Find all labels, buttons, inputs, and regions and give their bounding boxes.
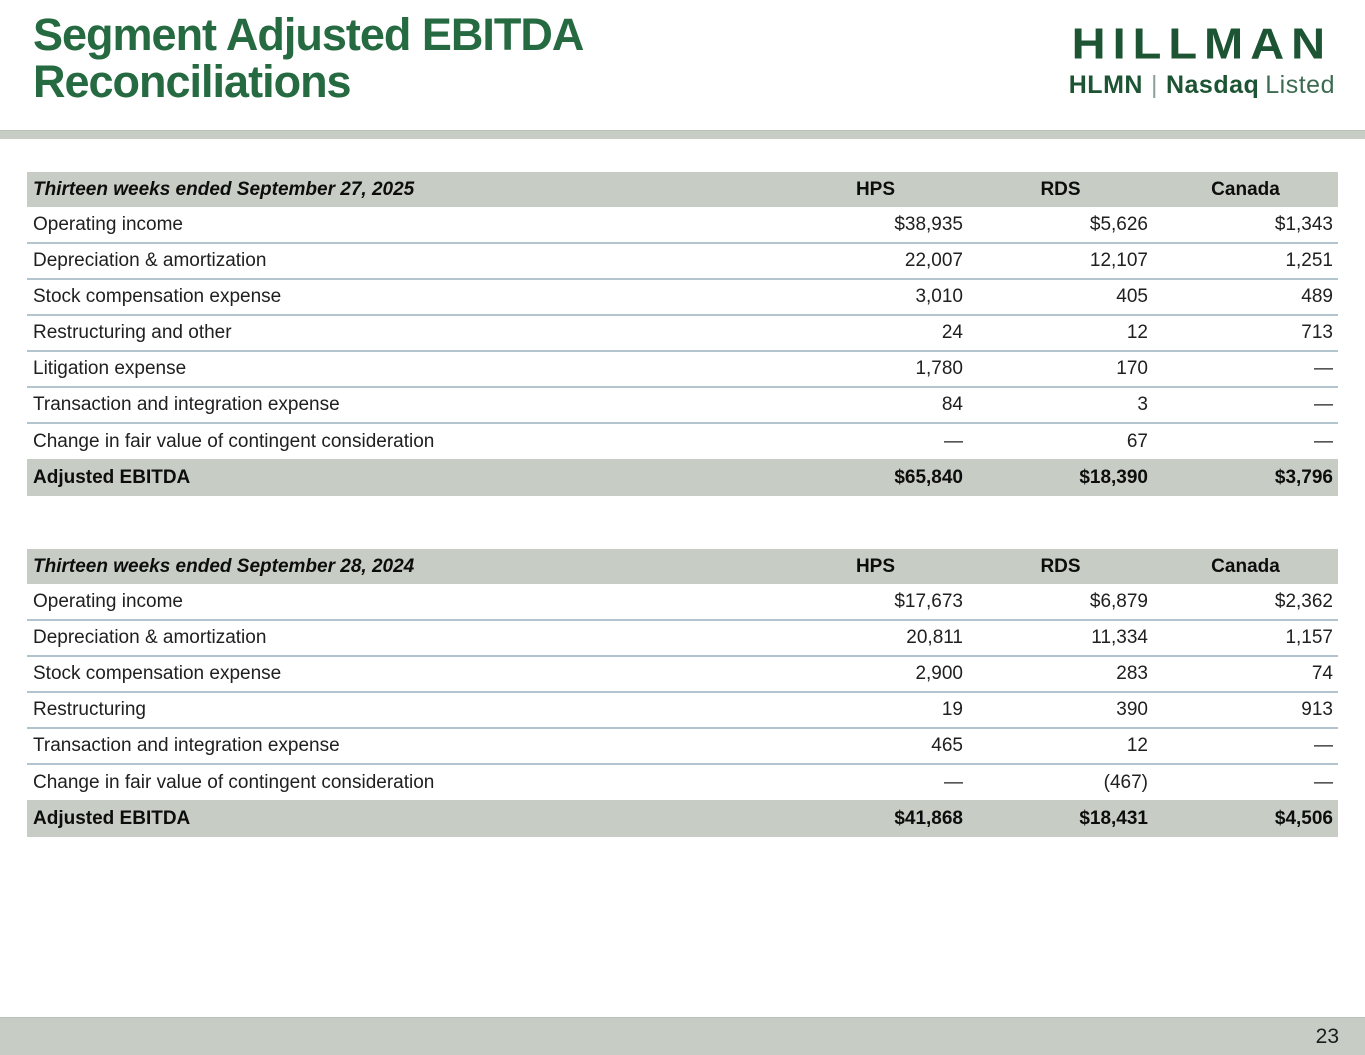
column-header-hps: HPS (855, 555, 896, 577)
ticker-symbol: HLMN (1068, 71, 1143, 99)
cell-value: — (1153, 387, 1338, 423)
cell-value: $17,673 (783, 584, 968, 620)
row-label: Change in fair value of contingent consideration (33, 771, 435, 793)
total-value: $41,868 (894, 807, 963, 829)
nasdaq-listed-lockup (1069, 71, 1335, 100)
cell-value: 22,007 (783, 243, 968, 279)
row-label: Depreciation & amortization (27, 620, 783, 656)
cell-value: — (1314, 430, 1333, 452)
cell-value: 3,010 (783, 279, 968, 315)
header-divider-bar (0, 130, 1365, 139)
cell-value: 3 (968, 387, 1153, 423)
row-label: Stock compensation expense (27, 656, 783, 692)
table-header-row (27, 172, 1338, 207)
period-label: Thirteen weeks ended September 27, 2025 (33, 178, 415, 200)
cell-value: 390 (968, 692, 1153, 728)
slide-header (0, 0, 1365, 130)
cell-value: 24 (783, 315, 968, 351)
table-row (27, 423, 1338, 459)
column-header-rds: RDS (1040, 555, 1081, 577)
cell-value: — (1314, 771, 1333, 793)
cell-value: 1,780 (783, 351, 968, 387)
exchange-listed-label: Listed (1265, 71, 1335, 99)
column-header-hps: HPS (855, 178, 896, 200)
total-value: $4,506 (1274, 807, 1333, 829)
table-row (27, 656, 1338, 692)
reconciliation-table (27, 172, 1338, 496)
total-value: $18,390 (1079, 466, 1148, 488)
cell-value: 74 (1153, 656, 1338, 692)
table-row (27, 620, 1338, 656)
cell-value: 713 (1153, 315, 1338, 351)
reconciliation-tables (0, 139, 1365, 837)
table-gap (27, 496, 1338, 549)
page-title-line-1: Segment Adjusted EBITDA (33, 9, 584, 60)
cell-value: $2,362 (1153, 584, 1338, 620)
row-label: Transaction and integration expense (27, 728, 783, 764)
row-label: Restructuring (27, 692, 783, 728)
table-row (27, 207, 1338, 243)
page-title-line-2: Reconciliations (33, 55, 351, 107)
column-header-rds: RDS (1040, 178, 1081, 200)
table-row (27, 584, 1338, 620)
cell-value: 12 (968, 315, 1153, 351)
cell-value: — (944, 771, 963, 793)
total-value: $18,431 (1079, 807, 1148, 829)
cell-value: 913 (1153, 692, 1338, 728)
cell-value: 489 (1153, 279, 1338, 315)
cell-value: — (944, 430, 963, 452)
total-value: $65,840 (894, 466, 963, 488)
row-label: Operating income (27, 207, 783, 243)
hillman-logo (1069, 20, 1335, 100)
cell-value: 12,107 (968, 243, 1153, 279)
cell-value: — (1153, 351, 1338, 387)
adjusted-ebitda-total-row (27, 800, 1338, 837)
table-row (27, 351, 1338, 387)
table-header-row (27, 549, 1338, 584)
cell-value: 20,811 (783, 620, 968, 656)
cell-value: $1,343 (1153, 207, 1338, 243)
row-label: Restructuring and other (27, 315, 783, 351)
row-label: Change in fair value of contingent consideration (33, 430, 435, 452)
column-header-canada: Canada (1211, 555, 1280, 577)
cell-value: $5,626 (968, 207, 1153, 243)
column-header-canada: Canada (1211, 178, 1280, 200)
logo-separator: | (1150, 71, 1158, 99)
cell-value: 67 (1126, 430, 1148, 452)
cell-value: — (1153, 728, 1338, 764)
cell-value: 84 (783, 387, 968, 423)
reconciliation-table (27, 549, 1338, 837)
row-label: Operating income (27, 584, 783, 620)
row-label: Stock compensation expense (27, 279, 783, 315)
cell-value: $38,935 (783, 207, 968, 243)
row-label: Depreciation & amortization (27, 243, 783, 279)
cell-value: 19 (783, 692, 968, 728)
total-label: Adjusted EBITDA (33, 466, 191, 488)
table-row (27, 764, 1338, 800)
cell-value: 1,251 (1153, 243, 1338, 279)
page-number: 23 (1315, 1024, 1339, 1048)
cell-value: 465 (783, 728, 968, 764)
total-label: Adjusted EBITDA (33, 807, 191, 829)
period-label: Thirteen weeks ended September 28, 2024 (33, 555, 415, 577)
table-row (27, 387, 1338, 423)
cell-value: 170 (968, 351, 1153, 387)
cell-value: 12 (968, 728, 1153, 764)
hillman-wordmark: HILLMAN (1071, 19, 1333, 68)
row-label: Transaction and integration expense (27, 387, 783, 423)
row-label: Litigation expense (27, 351, 783, 387)
table-row (27, 243, 1338, 279)
cell-value: 2,900 (783, 656, 968, 692)
table-row (27, 728, 1338, 764)
cell-value: $6,879 (968, 584, 1153, 620)
footer-bar (0, 1017, 1365, 1055)
total-value: $3,796 (1274, 466, 1333, 488)
table-row (27, 315, 1338, 351)
cell-value: (467) (1103, 771, 1148, 793)
exchange-name: Nasdaq (1165, 71, 1260, 99)
table-row (27, 279, 1338, 315)
cell-value: 1,157 (1153, 620, 1338, 656)
cell-value: 405 (968, 279, 1153, 315)
cell-value: 283 (968, 656, 1153, 692)
adjusted-ebitda-total-row (27, 459, 1338, 496)
cell-value: 11,334 (968, 620, 1153, 656)
page-title (33, 9, 584, 107)
table-row (27, 692, 1338, 728)
